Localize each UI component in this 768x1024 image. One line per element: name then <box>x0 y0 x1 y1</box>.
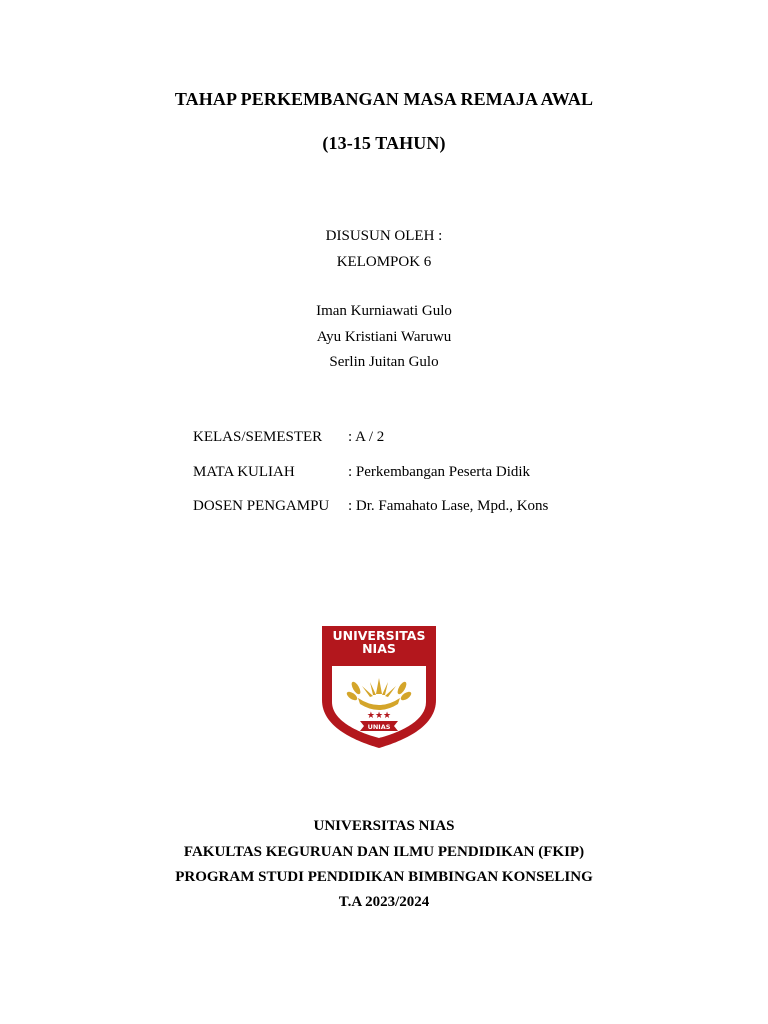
member-name: Ayu Kristiani Waruwu <box>316 329 452 345</box>
footer-faculty: FAKULTAS KEGURUAN DAN ILMU PENDIDIKAN (FKIP) <box>183 844 585 860</box>
member-name: Iman Kurniawati Gulo <box>316 303 452 319</box>
info-value: : Perkembangan Peserta Didik <box>348 464 531 480</box>
document-subtitle: (13-15 TAHUN) <box>322 133 446 153</box>
document-title: TAHAP PERKEMBANGAN MASA REMAJA AWAL <box>174 89 594 109</box>
logo-ribbon-text: UNIAS <box>367 723 391 731</box>
info-label: MATA KULIAH <box>193 464 295 480</box>
prepared-by-label: DISUSUN OLEH : <box>325 228 443 244</box>
info-label: DOSEN PENGAMPU <box>193 498 330 514</box>
footer-university: UNIVERSITAS NIAS <box>313 818 455 834</box>
info-label: KELAS/SEMESTER <box>193 429 323 445</box>
info-value: : A / 2 <box>348 429 385 445</box>
info-row-course <box>193 464 693 484</box>
footer-program: PROGRAM STUDI PENDIDIKAN BIMBINGAN KONSELING <box>175 869 593 885</box>
info-row-class <box>193 429 693 449</box>
member-name: Serlin Juitan Gulo <box>329 354 439 370</box>
footer-academic-year: T.A 2023/2024 <box>338 894 430 910</box>
logo-text-line-1: UNIVERSITAS <box>332 628 426 643</box>
group-name: KELOMPOK 6 <box>336 254 432 270</box>
logo-text-line-2: NIAS <box>362 641 396 656</box>
university-logo <box>318 622 440 752</box>
info-row-lecturer <box>193 498 693 518</box>
stars-icon <box>367 711 391 721</box>
svg-text:★★★: ★★★ <box>366 711 392 721</box>
info-value: : Dr. Famahato Lase, Mpd., Kons <box>348 498 549 514</box>
